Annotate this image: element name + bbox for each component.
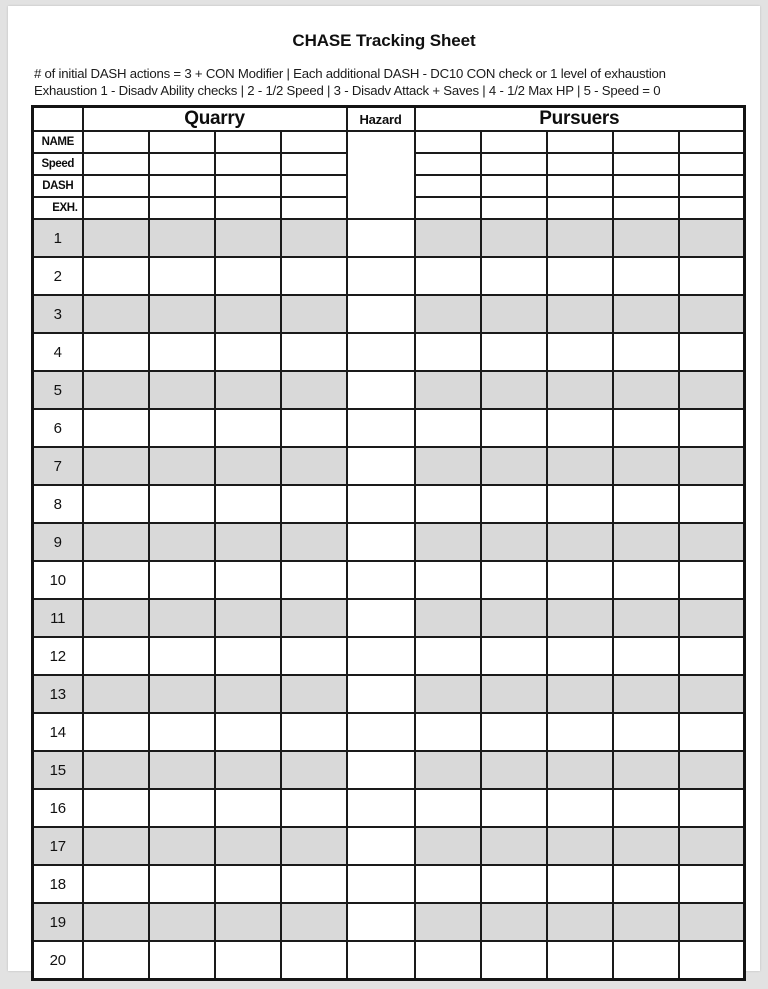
pursuer-round-5-cell-5[interactable] — [679, 371, 745, 409]
paper-sheet — [8, 6, 760, 971]
pursuer-round-14-cell-1[interactable] — [415, 713, 481, 751]
pursuer-speed-input-4[interactable] — [613, 153, 679, 175]
round-number-7: 7 — [33, 447, 83, 485]
pursuer-round-18-cell-4[interactable] — [613, 865, 679, 903]
pursuer-dash-input-3[interactable] — [547, 175, 613, 197]
quarry-round-2-cell-2[interactable] — [149, 257, 215, 295]
hazard-round-19-cell[interactable] — [347, 903, 415, 941]
quarry-round-18-cell-4[interactable] — [281, 865, 347, 903]
quarry-round-5-cell-3[interactable] — [215, 371, 281, 409]
round-number-11: 11 — [33, 599, 83, 637]
pursuer-round-15-cell-5[interactable] — [679, 751, 745, 789]
round-row — [33, 751, 745, 789]
quarry-round-9-cell-1[interactable] — [83, 523, 149, 561]
quarry-name-input-3[interactable] — [215, 131, 281, 153]
quarry-round-15-cell-2[interactable] — [149, 751, 215, 789]
pursuer-round-4-cell-3[interactable] — [547, 333, 613, 371]
pursuer-round-15-cell-2[interactable] — [481, 751, 547, 789]
quarry-round-14-cell-2[interactable] — [149, 713, 215, 751]
quarry-round-12-cell-4[interactable] — [281, 637, 347, 675]
quarry-round-14-cell-3[interactable] — [215, 713, 281, 751]
pursuer-name-input-2[interactable] — [481, 131, 547, 153]
round-row — [33, 219, 745, 257]
pursuer-round-16-cell-5[interactable] — [679, 789, 745, 827]
quarry-round-3-cell-2[interactable] — [149, 295, 215, 333]
pursuer-round-19-cell-5[interactable] — [679, 903, 745, 941]
quarry-round-19-cell-4[interactable] — [281, 903, 347, 941]
pursuer-round-12-cell-5[interactable] — [679, 637, 745, 675]
quarry-round-10-cell-4[interactable] — [281, 561, 347, 599]
round-number-12: 12 — [33, 637, 83, 675]
stat-label-name: NAME — [33, 131, 83, 153]
pursuer-round-10-cell-3[interactable] — [547, 561, 613, 599]
round-row — [33, 409, 745, 447]
quarry-round-18-cell-3[interactable] — [215, 865, 281, 903]
round-row — [33, 827, 745, 865]
quarry-round-11-cell-1[interactable] — [83, 599, 149, 637]
pursuer-round-8-cell-5[interactable] — [679, 485, 745, 523]
round-number-5: 5 — [33, 371, 83, 409]
quarry-speed-input-3[interactable] — [215, 153, 281, 175]
pursuer-round-7-cell-1[interactable] — [415, 447, 481, 485]
round-number-9: 9 — [33, 523, 83, 561]
pursuer-round-5-cell-1[interactable] — [415, 371, 481, 409]
group-header-quarry: Quarry — [83, 107, 347, 132]
round-number-15: 15 — [33, 751, 83, 789]
group-header-pursuers: Pursuers — [415, 107, 745, 132]
pursuer-round-16-cell-3[interactable] — [547, 789, 613, 827]
pursuer-round-11-cell-4[interactable] — [613, 599, 679, 637]
quarry-round-16-cell-3[interactable] — [215, 789, 281, 827]
pursuer-round-1-cell-3[interactable] — [547, 219, 613, 257]
quarry-round-20-cell-2[interactable] — [149, 941, 215, 980]
hazard-round-4-cell[interactable] — [347, 333, 415, 371]
pursuer-round-1-cell-4[interactable] — [613, 219, 679, 257]
quarry-round-9-cell-4[interactable] — [281, 523, 347, 561]
quarry-round-16-cell-1[interactable] — [83, 789, 149, 827]
pursuer-round-6-cell-2[interactable] — [481, 409, 547, 447]
quarry-round-14-cell-4[interactable] — [281, 713, 347, 751]
pursuer-round-12-cell-4[interactable] — [613, 637, 679, 675]
round-row — [33, 295, 745, 333]
quarry-round-8-cell-3[interactable] — [215, 485, 281, 523]
pursuer-round-17-cell-3[interactable] — [547, 827, 613, 865]
pursuer-round-3-cell-2[interactable] — [481, 295, 547, 333]
chase-table-container — [31, 105, 737, 981]
quarry-round-8-cell-2[interactable] — [149, 485, 215, 523]
pursuer-exh-input-1[interactable] — [415, 197, 481, 219]
quarry-round-13-cell-3[interactable] — [215, 675, 281, 713]
hazard-header-block — [347, 131, 415, 219]
round-row — [33, 561, 745, 599]
pursuer-round-7-cell-3[interactable] — [547, 447, 613, 485]
pursuer-name-input-5[interactable] — [679, 131, 745, 153]
pursuer-round-9-cell-2[interactable] — [481, 523, 547, 561]
quarry-round-1-cell-4[interactable] — [281, 219, 347, 257]
pursuer-round-3-cell-1[interactable] — [415, 295, 481, 333]
round-number-16: 16 — [33, 789, 83, 827]
quarry-round-6-cell-2[interactable] — [149, 409, 215, 447]
pursuer-name-input-3[interactable] — [547, 131, 613, 153]
pursuer-dash-input-1[interactable] — [415, 175, 481, 197]
pursuer-round-4-cell-4[interactable] — [613, 333, 679, 371]
quarry-round-5-cell-1[interactable] — [83, 371, 149, 409]
pursuer-round-5-cell-4[interactable] — [613, 371, 679, 409]
pursuer-speed-input-1[interactable] — [415, 153, 481, 175]
round-row — [33, 637, 745, 675]
pursuer-round-7-cell-2[interactable] — [481, 447, 547, 485]
quarry-exh-input-2[interactable] — [149, 197, 215, 219]
pursuer-name-input-4[interactable] — [613, 131, 679, 153]
quarry-round-4-cell-3[interactable] — [215, 333, 281, 371]
pursuer-speed-input-5[interactable] — [679, 153, 745, 175]
pursuer-round-13-cell-1[interactable] — [415, 675, 481, 713]
quarry-round-13-cell-1[interactable] — [83, 675, 149, 713]
pursuer-round-10-cell-1[interactable] — [415, 561, 481, 599]
pursuer-round-9-cell-3[interactable] — [547, 523, 613, 561]
round-row — [33, 941, 745, 980]
quarry-round-2-cell-4[interactable] — [281, 257, 347, 295]
pursuer-round-11-cell-1[interactable] — [415, 599, 481, 637]
round-row — [33, 599, 745, 637]
hazard-round-12-cell[interactable] — [347, 637, 415, 675]
quarry-dash-input-2[interactable] — [149, 175, 215, 197]
pursuer-round-8-cell-2[interactable] — [481, 485, 547, 523]
quarry-round-11-cell-2[interactable] — [149, 599, 215, 637]
round-number-13: 13 — [33, 675, 83, 713]
quarry-round-15-cell-3[interactable] — [215, 751, 281, 789]
stat-label-speed: Speed — [33, 153, 83, 175]
round-number-1: 1 — [33, 219, 83, 257]
pursuer-exh-input-4[interactable] — [613, 197, 679, 219]
pursuer-name-input-1[interactable] — [415, 131, 481, 153]
hazard-round-20-cell[interactable] — [347, 941, 415, 980]
round-number-18: 18 — [33, 865, 83, 903]
pursuer-round-17-cell-5[interactable] — [679, 827, 745, 865]
round-row — [33, 485, 745, 523]
round-number-19: 19 — [33, 903, 83, 941]
pursuer-round-12-cell-1[interactable] — [415, 637, 481, 675]
quarry-speed-input-4[interactable] — [281, 153, 347, 175]
round-row — [33, 333, 745, 371]
round-row — [33, 371, 745, 409]
quarry-round-3-cell-4[interactable] — [281, 295, 347, 333]
quarry-exh-input-4[interactable] — [281, 197, 347, 219]
chase-tracking-table — [31, 105, 746, 981]
round-number-3: 3 — [33, 295, 83, 333]
pursuer-round-3-cell-3[interactable] — [547, 295, 613, 333]
pursuer-round-19-cell-3[interactable] — [547, 903, 613, 941]
quarry-exh-input-1[interactable] — [83, 197, 149, 219]
quarry-round-8-cell-4[interactable] — [281, 485, 347, 523]
pursuer-round-9-cell-1[interactable] — [415, 523, 481, 561]
quarry-round-9-cell-3[interactable] — [215, 523, 281, 561]
pursuer-round-10-cell-2[interactable] — [481, 561, 547, 599]
quarry-round-7-cell-1[interactable] — [83, 447, 149, 485]
stat-label-dash: DASH — [33, 175, 83, 197]
quarry-round-19-cell-3[interactable] — [215, 903, 281, 941]
pursuer-round-10-cell-4[interactable] — [613, 561, 679, 599]
hazard-round-14-cell[interactable] — [347, 713, 415, 751]
hazard-round-6-cell[interactable] — [347, 409, 415, 447]
pursuer-round-2-cell-2[interactable] — [481, 257, 547, 295]
pursuer-round-20-cell-4[interactable] — [613, 941, 679, 980]
pursuer-round-1-cell-1[interactable] — [415, 219, 481, 257]
pursuer-round-6-cell-4[interactable] — [613, 409, 679, 447]
quarry-round-7-cell-4[interactable] — [281, 447, 347, 485]
hazard-round-7-cell[interactable] — [347, 447, 415, 485]
quarry-round-18-cell-1[interactable] — [83, 865, 149, 903]
pursuer-round-2-cell-1[interactable] — [415, 257, 481, 295]
pursuer-round-18-cell-3[interactable] — [547, 865, 613, 903]
round-row — [33, 675, 745, 713]
round-number-4: 4 — [33, 333, 83, 371]
pursuer-round-18-cell-2[interactable] — [481, 865, 547, 903]
pursuer-round-17-cell-1[interactable] — [415, 827, 481, 865]
pursuer-round-16-cell-1[interactable] — [415, 789, 481, 827]
pursuer-round-3-cell-4[interactable] — [613, 295, 679, 333]
pursuer-round-14-cell-4[interactable] — [613, 713, 679, 751]
quarry-round-6-cell-3[interactable] — [215, 409, 281, 447]
round-row — [33, 447, 745, 485]
rules-subtitle — [34, 51, 734, 99]
pursuer-round-5-cell-2[interactable] — [481, 371, 547, 409]
quarry-round-11-cell-4[interactable] — [281, 599, 347, 637]
pursuer-round-10-cell-5[interactable] — [679, 561, 745, 599]
page-title: CHASE Tracking Sheet — [292, 31, 476, 50]
pursuer-round-19-cell-2[interactable] — [481, 903, 547, 941]
pursuer-round-12-cell-3[interactable] — [547, 637, 613, 675]
hazard-round-16-cell[interactable] — [347, 789, 415, 827]
pursuer-round-13-cell-4[interactable] — [613, 675, 679, 713]
pursuer-round-6-cell-1[interactable] — [415, 409, 481, 447]
quarry-dash-input-1[interactable] — [83, 175, 149, 197]
quarry-round-10-cell-1[interactable] — [83, 561, 149, 599]
pursuer-round-18-cell-5[interactable] — [679, 865, 745, 903]
pursuer-round-12-cell-2[interactable] — [481, 637, 547, 675]
pursuer-round-4-cell-2[interactable] — [481, 333, 547, 371]
quarry-round-14-cell-1[interactable] — [83, 713, 149, 751]
quarry-round-8-cell-1[interactable] — [83, 485, 149, 523]
quarry-round-2-cell-1[interactable] — [83, 257, 149, 295]
pursuer-round-6-cell-5[interactable] — [679, 409, 745, 447]
quarry-dash-input-3[interactable] — [215, 175, 281, 197]
quarry-round-3-cell-3[interactable] — [215, 295, 281, 333]
quarry-round-15-cell-1[interactable] — [83, 751, 149, 789]
pursuer-round-20-cell-3[interactable] — [547, 941, 613, 980]
pursuer-round-4-cell-5[interactable] — [679, 333, 745, 371]
hazard-round-8-cell[interactable] — [347, 485, 415, 523]
pursuer-round-19-cell-4[interactable] — [613, 903, 679, 941]
hazard-round-11-cell[interactable] — [347, 599, 415, 637]
quarry-round-12-cell-1[interactable] — [83, 637, 149, 675]
pursuer-round-7-cell-5[interactable] — [679, 447, 745, 485]
quarry-round-18-cell-2[interactable] — [149, 865, 215, 903]
round-number-14: 14 — [33, 713, 83, 751]
hazard-round-15-cell[interactable] — [347, 751, 415, 789]
hazard-round-10-cell[interactable] — [347, 561, 415, 599]
pursuer-round-13-cell-5[interactable] — [679, 675, 745, 713]
hazard-round-17-cell[interactable] — [347, 827, 415, 865]
rules-line-exhaustion: Exhaustion 1 - Disadv Ability checks | 2 - 1/2 Speed | 3 - Disadv Attack + Saves | 4 - 1/2 Max HP | 5 - Speed = 0 — [34, 83, 661, 98]
quarry-round-2-cell-3[interactable] — [215, 257, 281, 295]
pursuer-round-2-cell-3[interactable] — [547, 257, 613, 295]
pursuer-round-15-cell-4[interactable] — [613, 751, 679, 789]
pursuer-round-7-cell-4[interactable] — [613, 447, 679, 485]
pursuer-round-19-cell-1[interactable] — [415, 903, 481, 941]
pursuer-round-2-cell-5[interactable] — [679, 257, 745, 295]
quarry-round-4-cell-1[interactable] — [83, 333, 149, 371]
stat-row — [33, 131, 745, 153]
quarry-round-13-cell-4[interactable] — [281, 675, 347, 713]
quarry-round-7-cell-2[interactable] — [149, 447, 215, 485]
quarry-round-5-cell-2[interactable] — [149, 371, 215, 409]
pursuer-speed-input-2[interactable] — [481, 153, 547, 175]
quarry-round-4-cell-4[interactable] — [281, 333, 347, 371]
quarry-name-input-1[interactable] — [83, 131, 149, 153]
pursuer-round-18-cell-1[interactable] — [415, 865, 481, 903]
pursuer-round-9-cell-4[interactable] — [613, 523, 679, 561]
hazard-round-13-cell[interactable] — [347, 675, 415, 713]
round-number-6: 6 — [33, 409, 83, 447]
stat-label-exh: EXH. — [33, 197, 83, 219]
pursuer-exh-input-5[interactable] — [679, 197, 745, 219]
hazard-round-18-cell[interactable] — [347, 865, 415, 903]
pursuer-exh-input-3[interactable] — [547, 197, 613, 219]
rules-line-dash: # of initial DASH actions = 3 + CON Modifier | Each additional DASH - DC10 CON check or 1 level of exhaustion — [34, 66, 666, 81]
pursuer-round-9-cell-5[interactable] — [679, 523, 745, 561]
quarry-round-1-cell-2[interactable] — [149, 219, 215, 257]
quarry-speed-input-2[interactable] — [149, 153, 215, 175]
hazard-round-1-cell[interactable] — [347, 219, 415, 257]
quarry-round-5-cell-4[interactable] — [281, 371, 347, 409]
pursuer-round-11-cell-2[interactable] — [481, 599, 547, 637]
pursuer-round-15-cell-3[interactable] — [547, 751, 613, 789]
pursuer-round-8-cell-4[interactable] — [613, 485, 679, 523]
quarry-round-19-cell-1[interactable] — [83, 903, 149, 941]
round-number-17: 17 — [33, 827, 83, 865]
quarry-round-1-cell-3[interactable] — [215, 219, 281, 257]
pursuer-round-8-cell-3[interactable] — [547, 485, 613, 523]
quarry-round-16-cell-2[interactable] — [149, 789, 215, 827]
round-row — [33, 789, 745, 827]
pursuer-round-16-cell-4[interactable] — [613, 789, 679, 827]
quarry-round-1-cell-1[interactable] — [83, 219, 149, 257]
round-row — [33, 903, 745, 941]
quarry-exh-input-3[interactable] — [215, 197, 281, 219]
pursuer-round-6-cell-3[interactable] — [547, 409, 613, 447]
quarry-dash-input-4[interactable] — [281, 175, 347, 197]
round-number-10: 10 — [33, 561, 83, 599]
quarry-round-11-cell-3[interactable] — [215, 599, 281, 637]
quarry-round-10-cell-2[interactable] — [149, 561, 215, 599]
pursuer-round-8-cell-1[interactable] — [415, 485, 481, 523]
quarry-round-6-cell-4[interactable] — [281, 409, 347, 447]
quarry-round-20-cell-3[interactable] — [215, 941, 281, 980]
quarry-round-7-cell-3[interactable] — [215, 447, 281, 485]
quarry-round-20-cell-1[interactable] — [83, 941, 149, 980]
quarry-round-19-cell-2[interactable] — [149, 903, 215, 941]
pursuer-round-5-cell-3[interactable] — [547, 371, 613, 409]
quarry-round-20-cell-4[interactable] — [281, 941, 347, 980]
round-number-20: 20 — [33, 941, 83, 980]
quarry-name-input-4[interactable] — [281, 131, 347, 153]
pursuer-round-11-cell-3[interactable] — [547, 599, 613, 637]
quarry-round-17-cell-4[interactable] — [281, 827, 347, 865]
round-row — [33, 523, 745, 561]
quarry-round-16-cell-4[interactable] — [281, 789, 347, 827]
quarry-round-12-cell-2[interactable] — [149, 637, 215, 675]
group-header-hazard: Hazard — [347, 107, 415, 132]
quarry-round-15-cell-4[interactable] — [281, 751, 347, 789]
round-row — [33, 713, 745, 751]
quarry-round-17-cell-1[interactable] — [83, 827, 149, 865]
pursuer-round-17-cell-2[interactable] — [481, 827, 547, 865]
pursuer-round-20-cell-5[interactable] — [679, 941, 745, 980]
pursuer-round-14-cell-2[interactable] — [481, 713, 547, 751]
pursuer-round-17-cell-4[interactable] — [613, 827, 679, 865]
pursuer-round-2-cell-4[interactable] — [613, 257, 679, 295]
pursuer-round-4-cell-1[interactable] — [415, 333, 481, 371]
round-row — [33, 257, 745, 295]
quarry-speed-input-1[interactable] — [83, 153, 149, 175]
pursuer-round-15-cell-1[interactable] — [415, 751, 481, 789]
quarry-round-6-cell-1[interactable] — [83, 409, 149, 447]
corner-blank-cell — [33, 107, 83, 132]
pursuer-exh-input-2[interactable] — [481, 197, 547, 219]
quarry-round-17-cell-2[interactable] — [149, 827, 215, 865]
pursuer-round-1-cell-5[interactable] — [679, 219, 745, 257]
pursuer-round-13-cell-3[interactable] — [547, 675, 613, 713]
pursuer-round-11-cell-5[interactable] — [679, 599, 745, 637]
group-header-row — [33, 107, 745, 132]
hazard-round-5-cell[interactable] — [347, 371, 415, 409]
pursuer-round-14-cell-5[interactable] — [679, 713, 745, 751]
round-number-8: 8 — [33, 485, 83, 523]
pursuer-round-1-cell-2[interactable] — [481, 219, 547, 257]
pursuer-round-20-cell-1[interactable] — [415, 941, 481, 980]
quarry-round-12-cell-3[interactable] — [215, 637, 281, 675]
round-number-2: 2 — [33, 257, 83, 295]
pursuer-round-20-cell-2[interactable] — [481, 941, 547, 980]
quarry-round-13-cell-2[interactable] — [149, 675, 215, 713]
pursuer-round-3-cell-5[interactable] — [679, 295, 745, 333]
quarry-round-10-cell-3[interactable] — [215, 561, 281, 599]
hazard-round-3-cell[interactable] — [347, 295, 415, 333]
pursuer-round-14-cell-3[interactable] — [547, 713, 613, 751]
quarry-round-4-cell-2[interactable] — [149, 333, 215, 371]
quarry-round-3-cell-1[interactable] — [83, 295, 149, 333]
pursuer-round-16-cell-2[interactable] — [481, 789, 547, 827]
pursuer-dash-input-4[interactable] — [613, 175, 679, 197]
quarry-round-17-cell-3[interactable] — [215, 827, 281, 865]
pursuer-speed-input-3[interactable] — [547, 153, 613, 175]
hazard-round-2-cell[interactable] — [347, 257, 415, 295]
pursuer-dash-input-2[interactable] — [481, 175, 547, 197]
pursuer-round-13-cell-2[interactable] — [481, 675, 547, 713]
quarry-round-9-cell-2[interactable] — [149, 523, 215, 561]
hazard-round-9-cell[interactable] — [347, 523, 415, 561]
round-row — [33, 865, 745, 903]
quarry-name-input-2[interactable] — [149, 131, 215, 153]
pursuer-dash-input-5[interactable] — [679, 175, 745, 197]
